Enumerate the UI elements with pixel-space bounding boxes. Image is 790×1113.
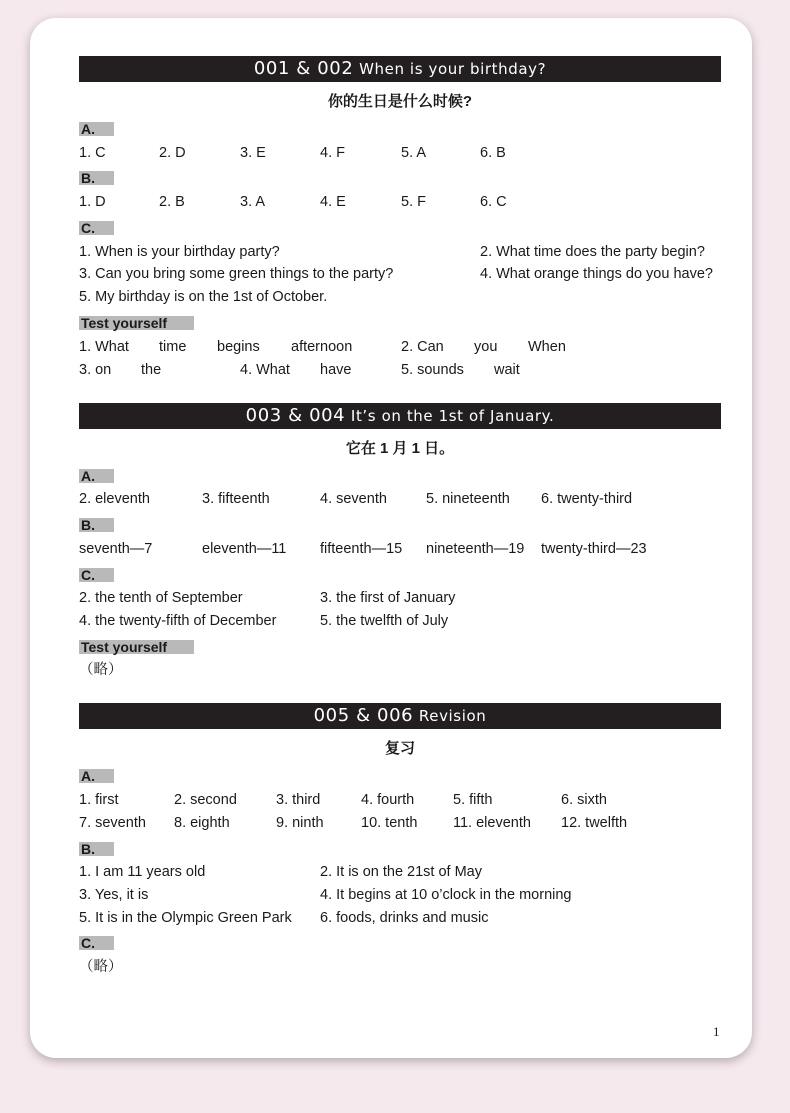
section-banner-005-006 bbox=[79, 703, 721, 729]
answer-item: 6. C bbox=[480, 194, 507, 210]
answer-item: 3. third bbox=[276, 792, 321, 808]
answer-item: 3. E bbox=[240, 145, 266, 161]
page-number: 1 bbox=[713, 1024, 720, 1039]
answer-item: 3. fifteenth bbox=[202, 491, 270, 507]
answer-word: 2. Can bbox=[401, 339, 444, 355]
answer-item: 1. first bbox=[79, 792, 119, 808]
answer-word: time bbox=[159, 339, 187, 355]
part-c-label: C. bbox=[79, 221, 114, 235]
answer-sentence: 3. Yes, it is bbox=[79, 887, 149, 903]
section-banner-001-002 bbox=[79, 56, 721, 82]
answer-item: 2. second bbox=[174, 792, 237, 808]
answer-item: 5. fifth bbox=[453, 792, 493, 808]
answer-item: 6. B bbox=[480, 145, 506, 161]
answer-word: afternoon bbox=[291, 339, 353, 355]
section-number: 003 & 004 bbox=[245, 405, 346, 426]
answer-item: 2. eleventh bbox=[79, 491, 150, 507]
answer-item: 5. nineteenth bbox=[426, 491, 510, 507]
answer-item: 2. B bbox=[159, 194, 185, 210]
answer-item: 4. E bbox=[320, 194, 346, 210]
section-subtitle: 你的生日是什么时候? bbox=[327, 93, 473, 110]
answer-word: When bbox=[528, 339, 566, 355]
answer-sentence: 1. When is your birthday party? bbox=[79, 244, 280, 260]
answer-item: eleventh—11 bbox=[202, 541, 287, 557]
part-b-label: B. bbox=[79, 171, 114, 185]
omitted-note: （略） bbox=[79, 662, 123, 678]
section-number: 005 & 006 bbox=[313, 705, 414, 726]
answer-item: 12. twelfth bbox=[561, 815, 628, 831]
answer-item: nineteenth—19 bbox=[426, 541, 525, 557]
answer-word: begins bbox=[217, 339, 260, 355]
answer-item: 2. the tenth of September bbox=[79, 590, 243, 606]
test-yourself-label: Test yourself bbox=[79, 316, 194, 330]
answer-sentence: 1. I am 11 years old bbox=[79, 864, 206, 880]
answer-item: 5. F bbox=[401, 194, 426, 210]
answer-item: 7. seventh bbox=[79, 815, 146, 831]
answer-item: 6. sixth bbox=[561, 792, 607, 808]
test-yourself-label: Test yourself bbox=[79, 640, 194, 654]
answer-sentence: 4. What orange things do you have? bbox=[480, 266, 713, 282]
answer-item: 3. A bbox=[240, 194, 265, 210]
section-title: When is your birthday? bbox=[359, 60, 547, 78]
section-subtitle: 它在 1 月 1 日。 bbox=[345, 440, 455, 457]
answer-word: 4. What bbox=[240, 362, 290, 378]
part-a-label: A. bbox=[79, 122, 114, 136]
section-title: Revision bbox=[418, 707, 487, 725]
answer-item: 2. D bbox=[159, 145, 186, 161]
answer-item: 9. ninth bbox=[276, 815, 324, 831]
answer-item: 8. eighth bbox=[174, 815, 230, 831]
answer-item: seventh—7 bbox=[79, 541, 153, 557]
answer-item: 6. twenty-third bbox=[541, 491, 633, 507]
answer-word: 3. on bbox=[79, 362, 112, 378]
part-c-label: C. bbox=[79, 568, 114, 582]
answer-item: 3. the first of January bbox=[320, 590, 456, 606]
answer-item: 4. fourth bbox=[361, 792, 415, 808]
part-b-label: B. bbox=[79, 518, 114, 532]
answer-item: 5. A bbox=[401, 145, 426, 161]
answer-item: 1. C bbox=[79, 145, 106, 161]
answer-item: 4. seventh bbox=[320, 491, 387, 507]
answer-word: wait bbox=[494, 362, 520, 378]
answer-word: have bbox=[320, 362, 352, 378]
answer-item: twenty-third—23 bbox=[541, 541, 647, 557]
answer-sentence: 3. Can you bring some green things to the party? bbox=[79, 266, 394, 282]
answer-item: fifteenth—15 bbox=[320, 541, 403, 557]
answer-sentence: 6. foods, drinks and music bbox=[320, 910, 489, 926]
answer-sentence: 2. It is on the 21st of May bbox=[320, 864, 482, 880]
answer-sentence: 5. It is in the Olympic Green Park bbox=[79, 910, 292, 926]
answer-word: the bbox=[141, 362, 162, 378]
answer-word: 1. What bbox=[79, 339, 129, 355]
section-title: It’s on the 1st of January. bbox=[350, 407, 555, 425]
answer-item: 11. eleventh bbox=[453, 815, 531, 831]
section-banner-003-004 bbox=[79, 403, 721, 429]
answer-sentence: 2. What time does the party begin? bbox=[480, 244, 705, 260]
section-number: 001 & 002 bbox=[253, 58, 354, 79]
omitted-note: （略） bbox=[79, 959, 123, 975]
part-b-label: B. bbox=[79, 842, 114, 856]
answer-item: 10. tenth bbox=[361, 815, 418, 831]
answer-item: 5. the twelfth of July bbox=[320, 613, 449, 629]
answer-word: 5. sounds bbox=[401, 362, 464, 378]
part-c-label: C. bbox=[79, 936, 114, 950]
section-subtitle: 复习 bbox=[384, 740, 415, 757]
answer-item: 4. F bbox=[320, 145, 345, 161]
part-a-label: A. bbox=[79, 769, 114, 783]
part-a-label: A. bbox=[79, 469, 114, 483]
answer-sentence: 4. It begins at 10 o’clock in the morning bbox=[320, 887, 572, 903]
answer-sentence: 5. My birthday is on the 1st of October. bbox=[79, 289, 328, 305]
answer-item: 4. the twenty-fifth of December bbox=[79, 613, 277, 629]
answer-item: 1. D bbox=[79, 194, 106, 210]
answer-word: you bbox=[474, 339, 498, 355]
